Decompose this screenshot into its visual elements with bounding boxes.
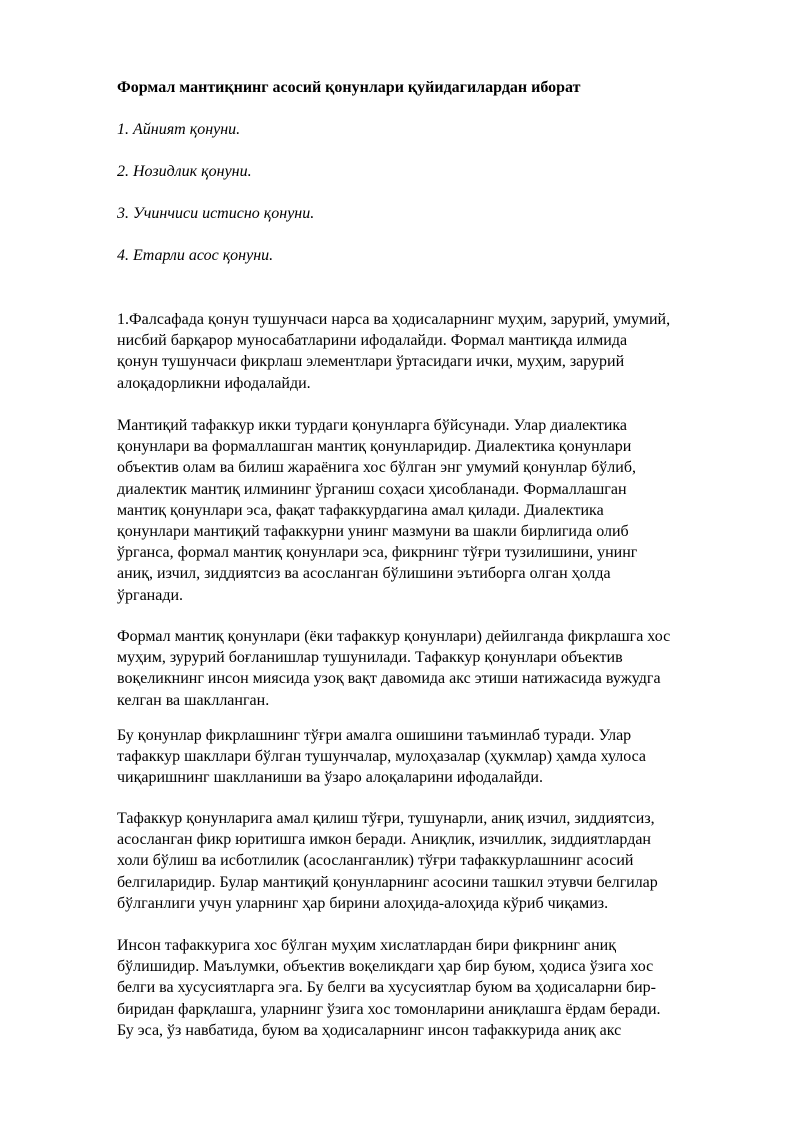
law-item-1: 1. Айният қонуни. [117, 121, 241, 138]
paragraph-line: асосланган фикр юритишга имкон беради. Аниқлик, изчиллик, зиддиятлардан [117, 831, 651, 849]
document-title: Формал мантиқнинг асосий қонунлари қуйидагилардан иборат [117, 79, 581, 96]
paragraph-line: келган ва шаклланган. [117, 691, 270, 709]
paragraph-line: воқеликнинг инсон миясида узоқ вақт давомида акс этиши натижасида вужудга [117, 670, 661, 688]
paragraph-line: Тафаккур қонунларига амал қилиш тўғри, тушунарли, аниқ изчил, зиддиятсиз, [117, 810, 655, 827]
paragraph-1 [117, 309, 670, 394]
paragraph-line: чиқаришнинг шаклланиши ва ўзаро алоқаларини ифодалайди. [117, 769, 543, 787]
paragraph-line: тафаккур шакллари бўлган тушунчалар, мулоҳазалар (ҳукмлар) ҳамда хулоса [117, 748, 647, 766]
paragraph-line: нисбий барқарор муносабатларини ифодалайди. Формал мантиқда илмида [117, 332, 628, 350]
paragraph-line: қонунлари мантиқий тафаккурни унинг мазмуни ва шакли бирлигида олиб [117, 523, 629, 541]
paragraph-line: муҳим, зурурий боғланишлар тушунилади. Тафаккур қонунлари объектив [117, 649, 623, 667]
paragraph-5 [117, 808, 658, 914]
paragraph-line: қонун тушунчаси фикрлаш элементлари ўртасидаги ички, муҳим, зарурий [117, 353, 625, 371]
law-item-2: 2. Нозидлик қонуни. [117, 163, 252, 180]
paragraph-line: белгиларидир. Булар мантиқий қонунларнинг асосини ташкил этувчи белгилар [117, 873, 658, 891]
paragraph-line: Формал мантиқ қонунлари (ёки тафаккур қонунлари) дейилганда фикрлашга хос [117, 628, 671, 645]
law-item-3: 3. Учинчиси истисно қонуни. [117, 205, 315, 222]
paragraph-line: белги ва хусусиятларга эга. Бу белги ва хусусиятлар буюм ва ҳодисаларни бир- [117, 979, 656, 997]
paragraph-line: Инсон тафаккурига хос бўлган муҳим хислатлардан бири фикрнинг аниқ [117, 937, 616, 954]
law-item-4: 4. Етарли асос қонуни. [117, 247, 274, 264]
paragraph-line: ўрганса, формал мантиқ қонунлари эса, фикрнинг тўғри тузилишини, унинг [117, 544, 638, 562]
paragraph-line: ўрганади. [117, 586, 184, 604]
paragraph-line: 1.Фалсафада қонун тушунчаси нарса ва ҳодисаларнинг муҳим, зарурий, умумий, [117, 311, 671, 328]
paragraph-line: аниқ, изчил, зиддиятсиз ва асосланган бўлишини эътиборга олган ҳолда [117, 565, 611, 583]
paragraph-line: диалектик мантиқ илмининг ўрганиш соҳаси ҳисобланади. Формаллашган [117, 480, 627, 498]
paragraph-6 [117, 935, 661, 1041]
paragraph-4 [117, 725, 646, 789]
paragraph-line: алоқадорликни ифодалайди. [117, 374, 311, 392]
paragraph-line: бўлишидир. Маълумки, объектив воқеликдаги ҳар бир буюм, ҳодиса ўзига хос [117, 958, 654, 976]
paragraph-line: Бу қонунлар фикрлашнинг тўғри амалга ошишини таъминлаб туради. Улар [117, 727, 632, 744]
paragraph-line: биридан фарқлашга, уларнинг ўзига хос томонларини аниқлашга ёрдам беради. [117, 1000, 661, 1018]
paragraph-line: қонунлари ва формаллашган мантиқ қонунларидир. Диалектика қонунлари [117, 438, 632, 456]
paragraph-line: холи бўлиш ва исботлилик (асосланганлик) тўғри тафаккурлашнинг асосий [117, 852, 634, 870]
paragraph-line: мантиқ қонунлари эса, фақат тафаккурдагина амал қилади. Диалектика [117, 501, 604, 519]
paragraph-line: объектив олам ва билиш жараёнига хос бўлган энг умумий қонунлар бўлиб, [117, 459, 636, 477]
paragraph-3 [117, 626, 670, 711]
paragraph-line: бўлганлиги учун уларнинг ҳар бирини алоҳида-алоҳида кўриб чиқамиз. [117, 894, 609, 912]
paragraph-2 [117, 415, 637, 606]
paragraph-line: Бу эса, ўз навбатида, буюм ва ҳодисаларнинг инсон тафаккурида аниқ акс [117, 1021, 622, 1039]
paragraph-line: Мантиқий тафаккур икки турдаги қонунларга бўйсунади. Улар диалектика [117, 417, 628, 434]
